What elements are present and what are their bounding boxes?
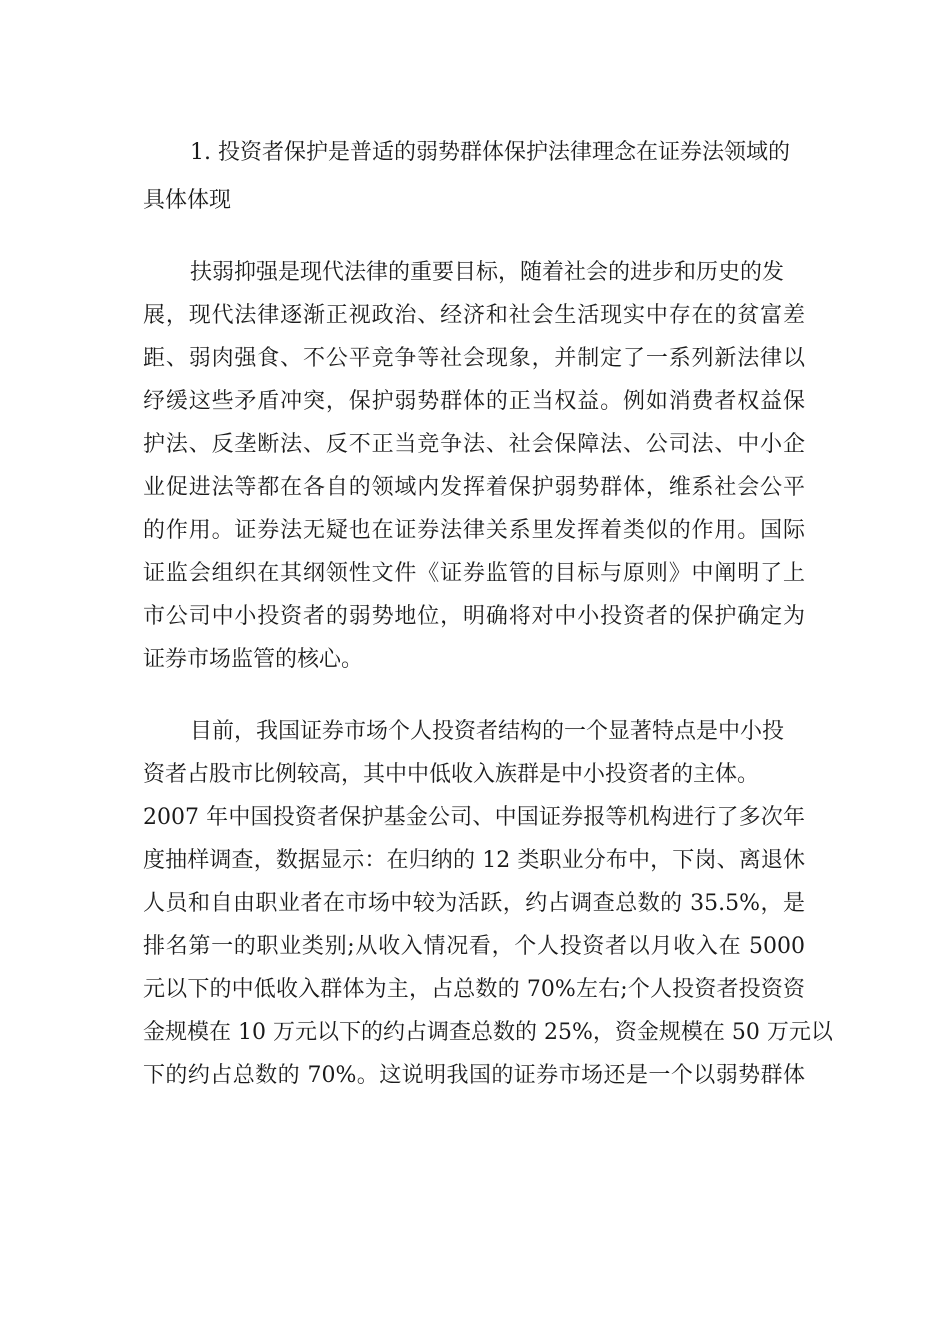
paragraph-2-line-5: 人员和自由职业者在市场中较为活跃，约占调查总数的 35.5%，是 (143, 891, 805, 916)
paragraph-2-line-8: 金规模在 10 万元以下的约占调查总数的 25%，资金规模在 50 万元以 (143, 1020, 833, 1045)
paragraph-1-line-8: 证监会组织在其纲领性文件《证券监管的目标与原则》中阐明了上 (143, 561, 805, 586)
paragraph-1-line-6: 业促进法等都在各自的领域内发挥着保护弱势群体，维系社会公平 (143, 475, 805, 500)
paragraph-1-line-1: 扶弱抑强是现代法律的重要目标，随着社会的进步和历史的发 (190, 260, 785, 285)
paragraph-2-line-2: 资者占股市比例较高，其中中低收入族群是中小投资者的主体。 (143, 762, 760, 787)
section-heading-line-2: 具体体现 (143, 188, 232, 213)
paragraph-2-line-6: 排名第一的职业类别;从收入情况看，个人投资者以月收入在 5000 (143, 934, 805, 959)
paragraph-1-line-10: 证券市场监管的核心。 (143, 647, 364, 672)
paragraph-1-line-9: 市公司中小投资者的弱势地位，明确将对中小投资者的保护确定为 (143, 604, 805, 629)
paragraph-1-line-4: 纾缓这些矛盾冲突，保护弱势群体的正当权益。例如消费者权益保 (143, 389, 805, 414)
paragraph-1-line-3: 距、弱肉强食、不公平竞争等社会现象，并制定了一系列新法律以 (143, 346, 805, 371)
paragraph-1-line-7: 的作用。证券法无疑也在证券法律关系里发挥着类似的作用。国际 (143, 518, 805, 543)
paragraph-2-line-9: 下的约占总数的 70%。这说明我国的证券市场还是一个以弱势群体 (143, 1063, 805, 1088)
section-heading-line-1: 1. 投资者保护是普适的弱势群体保护法律理念在证券法领域的 (190, 140, 790, 165)
paragraph-2-line-7: 元以下的中低收入群体为主，占总数的 70%左右;个人投资者投资资 (143, 977, 805, 1002)
paragraph-1-line-2: 展，现代法律逐渐正视政治、经济和社会生活现实中存在的贫富差 (143, 303, 805, 328)
paragraph-2-line-3: 2007 年中国投资者保护基金公司、中国证券报等机构进行了多次年 (143, 805, 805, 830)
paragraph-1-line-5: 护法、反垄断法、反不正当竞争法、社会保障法、公司法、中小企 (143, 432, 805, 457)
paragraph-2-line-1: 目前，我国证券市场个人投资者结构的一个显著特点是中小投 (190, 719, 785, 744)
paragraph-2-line-4: 度抽样调查，数据显示：在归纳的 12 类职业分布中，下岗、离退休 (143, 848, 805, 873)
